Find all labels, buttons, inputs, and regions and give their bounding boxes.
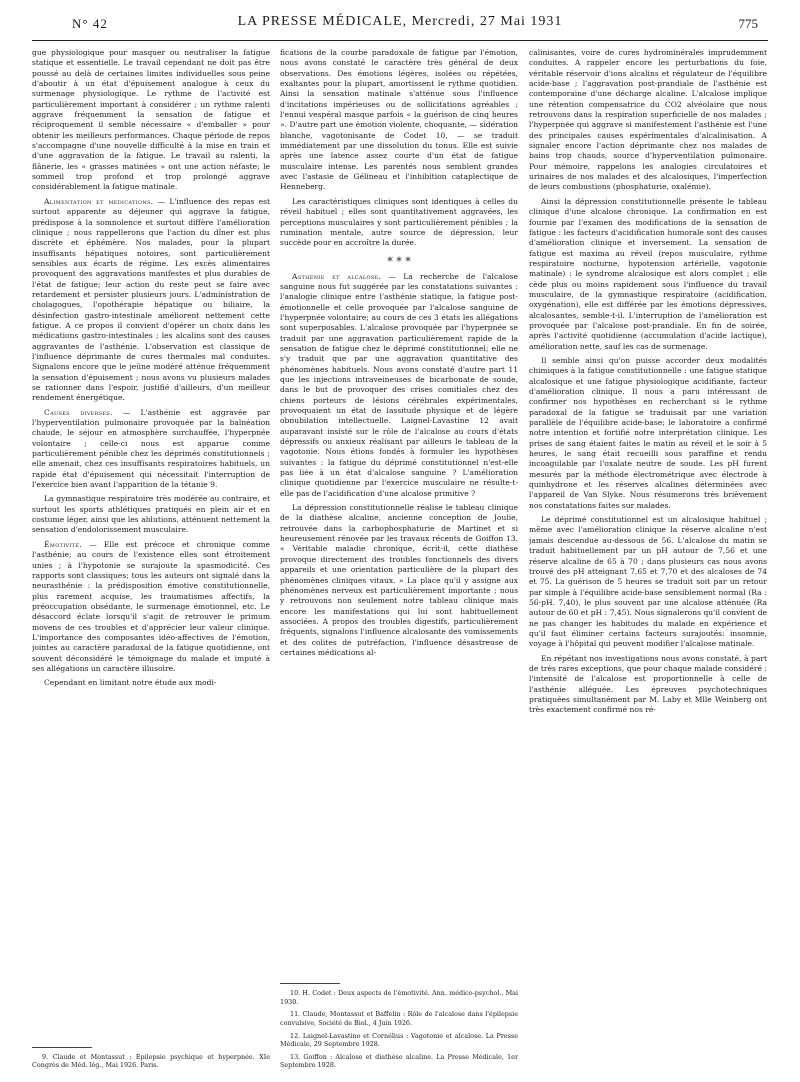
issue-number: N° 42 — [72, 16, 108, 31]
section-heading: Causes diverses. — [44, 407, 113, 417]
footnote-divider — [32, 1047, 92, 1048]
paragraph: Il semble ainsi qu'on puisse accorder deux modalités chimiques à la fatigue constitutionnelle : une fatigue statique alcalosique et une fatigue physiologique acidifiante, facteur d'amélioration clinique. Il nous a paru intéressant de confirmer nos hypothèses en recherchant si le rythme paradoxal de la fatigue se traduisait par une variation parallèle de l'équilibre acide-base; le laboratoire a confirmé notre intention et fortifié notre interprétation clinique. Les prises de sang étaient faites le matin au réveil et le soir à 5 heures, le sang était recueilli sous paraffine et rendu incoagulable par l'oxalate neutre de soude. Les pH furent mesurés par la méthode électrométrique avec électrode à quinhydrone et les réserves alcalines déterminées avec l'appareil de Van Slyke. Nous résumerons très brièvement nos constatations faites sur malades. — [529, 355, 767, 510]
paragraph: Cependant en limitant notre étude aux modi- — [44, 678, 217, 688]
paragraph — [280, 272, 518, 500]
footnotes — [280, 975, 518, 1074]
footnotes — [32, 1039, 270, 1074]
paragraph-text: — La recherche de l'alcalose sanguine nous fut suggérée par les constatations suivantes : l'analogie clinique entre l'asthénie statique, la fatigue post-émotionnelle et celle provoquée par l'alcalose sanguine de l'hyperpnée volontaire; au cours de ces 3 états les allégations sont superposables. L'alcalose provoquée par l'hyperpnée se traduit par une aggravation particulièrement rapide de la sensation de fatigue chez le déprimé constitutionnel; elle ne s'y traduit que par une aggravation quantitative des phénomènes habituels. Nous avons constaté d'autre part 11 que les injections intraveineuses de bicarbonate de soude, dans le but de provoquer des crises comitiales chez des chiens porteurs de lésions cérébrales expérimentales, provoquaient un état de lassitude physique et de légère obnubilation intellectuelle. Laignel-Lavastine 12 avait auparavant insisté sur le rôle de l'alcalose au cours d'états dépressifs ou anxieux réalisant par ailleurs le tableau de la vagotonie. Nous étions fondés à formuler les hypothèses suivantes : la fatigue du déprimé constitutionnel n'est-elle pas liée à un état d'alcalose sanguine ? L'amélioration clinique quotidienne par l'exercice musculaire ne résulte-t-elle pas de l'acidification d'une alcalose primitive ? — [280, 271, 518, 498]
column-left — [32, 48, 270, 1078]
paragraph — [32, 540, 270, 674]
paragraph: gue physiologique pour masquer ou neutraliser la fatigue statique et essentielle. Le travail cependant ne doit pas être poussé au delà de certaines limites individuelles sous peine d'aboutir à un état d'épuisement analogue à ceux du surmenage physiologique. Le rythme de l'activité est particulièrement important à considérer ; un rythme ralenti aggrave fréquemment la sensation de fatigue et réciproquement il semble nécessaire « d'emballer » pour obtenir les meilleurs performances. Chaque période de repos s'accompagne d'une nouvelle difficulté à la mise en train et d'une aggravation de la fatigue. Le travail au ralenti, la flânerie, les « grasses matinées » ont une action néfaste; le sommeil trop profond et trop prolongé aggrave considérablement la fatigue matinale. — [32, 48, 270, 192]
paragraph-text: — Elle est précoce et chronique comme l'asthénie; au cours de l'existence elles sont étroitement unies ; à l'hypotonie se surajoute la spasmodicité. Ces rapports sont classiques; tous les auteurs ont signalé dans la neurasthénie : la prédisposition émotive constitutionnelle, plus rarement acquise, les traumatismes affectifs, la préoccupation obsédante, le surmenage émotionnel, etc. Le désaccord éclate lorsqu'il s'agit de retrouver le primum movens de ces troubles et d'apprécier leur valeur clinique. L'importance des composantes idéo-affectives de l'émotion, jointes au caractère paradoxal de la fatigue quotidienne, ont souvent déconsidéré le témoignage du malade et imputé à ses allégations un caractère illusoire. — [32, 539, 270, 673]
footnote: 11. Claude, Montassut et Baffelin : Rôle de l'alcalose dans l'épilepsie convulsive, Société de Biol., 4 Juin 1926. — [280, 1010, 518, 1028]
paragraph: Le déprimé constitutionnel est un alcalosique habituel ; même avec l'amélioration clinique la réserve alcaline n'est jamais descendue au-dessous de 56. L'alcalose du matin se traduit habituellement par un pH autour de 7,56 et une réserve alcaline de 65 à 70 ; dans plusieurs cas nous avons trouvé des pH atteignant 7,65 et 7,70 et des alcaloses de 74 et 75. La guérison de 5 heures se traduit soit par un retour par simple à l'équilibre acide-base sensiblement normal (Ra : 56-pH. 7,40), le plus souvent par une alcalose atténuée (Ra autour de 60 et pH : 7,45). Nous signalerons qu'il convient de ne pas changer les habitudes du malade en expérience et qu'il faut éliminer certains facteurs surajoutés: insomnie, voyage à l'hôpital qui peuvent modifier l'alcalose matinale. — [529, 515, 767, 649]
journal-title: LA PRESSE MÉDICALE, Mercredi, 27 Mai 1931 — [237, 14, 563, 29]
paragraph-text: — L'asthénie est aggravée par l'hyperventilation pulmonaire provoquée par la balnéation chaude, le séjour en atmosphère surchauffée, l'hyperpnée volontaire ; celle-ci nous est apparue comme particulièrement pénible chez les déprimés constitutionnels ; elle amenait, chez ces insuffisants respiratoires habituels, un rapide état d'épuisement qui nécessitait l'interruption de l'exercice bien avant l'apparition de la tétanie 9. — [32, 407, 270, 490]
section-separator: * * * — [387, 254, 411, 268]
article-body — [32, 48, 768, 1078]
paragraph — [32, 408, 270, 491]
folio-number: 775 — [738, 16, 758, 31]
page-header — [32, 14, 768, 41]
paragraph — [32, 197, 270, 404]
paragraph: calinisantes, voire de cures hydrominérales imprudemment conduites. A rappeler encore les perturbations du foie, véritable réservoir d'ions alcalins et régulateur de l'équilibre acide-base ; l'aggravation post-prandiale de l'asthénie est contemporaine d'une décharge alcaline. L'alcalose implique une rétention compensatrice du CO2 alvéolaire que nous retrouvons dans la respiration superficielle de nos malades ; l'hyperpnée qui aggrave si manifestement l'asthénie est l'une des principales causes expérimentales d'alcalinisation. A signaler encore l'action déprimante chez nos malades de bains trop chauds, source d'hyperventilation pulmonaire. Pour mémoire, rappelons les analogies circulatoires et urinaires de nos malades et des alcalosiques, l'imperfection de leurs combustions (phosphaturie, oxalémie). — [529, 48, 767, 192]
column-middle — [280, 48, 518, 1078]
footnote: 9. Claude et Montassut : Epilepsie psychique et hyperpnée. XIe Congrès de Méd. lég., Mai 1926. Paris. — [32, 1052, 270, 1070]
paragraph: La gymnastique respiratoire très modérée au contraire, et surtout les sports athlétiques pratiqués en plein air et en costume léger, ainsi que les ablutions, atténuent nettement la sensation d'endolorissement musculaire. — [32, 494, 270, 535]
paragraph: Les caractéristiques cliniques sont identiques à celles du réveil habituel ; elles sont quantitativement aggravées, les perceptions musculaires y sont particulièrement pénibles ; la rumination mentale, autre source de dépression, leur succède pour en accroître la durée. — [280, 196, 518, 248]
section-heading: Alimentation et médications. — [44, 196, 154, 206]
paragraph: fications de la courbe paradoxale de fatigue par l'émotion, nous avons constaté le caractère très général de deux observations. Des émotions légères, isolées ou répétées, exaltantes pour la plupart, amortissent le rythme quotidien. Ainsi la sensation matinale s'atténue sous l'influence d'incitations impérieuses ou de sollicitations agréables ; l'ennui vespéral masque parfois « la guérison de cinq heures ». D'autre part une émotion violente, choquante, — sidération blanche, vagotonisante de Codet 10, — se traduit immédiatement par une dissolution du tonus. Elle est suivie après une latence assez courte d'un état de fatigue musculaire intense. Les parentés nous semblent grandes avec l'astasie de Gélineau et l'inhibition cataplectique de Henneberg. — [280, 48, 518, 192]
footnote: 12. Laignel-Lavastine et Cornélius : Vagotonie et alcalose. La Presse Médicale, 29 Septembre 1928. — [280, 1031, 518, 1049]
paragraph: Ainsi la dépression constitutionnelle présente le tableau clinique d'une alcalose chronique. La confirmation en est fournie par l'examen des modifications de la sensation de fatigue : les facteurs d'acidification humorale sont des causes d'amélioration clinique et inversement. La sensation de fatigue est maxima au réveil (repos musculaire, rythme respiratoire nocturne, hypotension artérielle, vagotonie matinale) : le syndrome alcalosique est alors complet ; elle cède plus ou moins rapidement sous l'influence du travail musculaire, de la gymnastique respiratoire (acidification, oxygénation), elle est différée par les émotions dépressives, alcalosantes, semble-t-il. L'interruption de l'amélioration est provoquée par l'alcalose post-prandiale. En fin de soirée, après l'activité quotidienne (accumulation d'acide lactique), amélioration nette, sauf les cas de surmenage. — [529, 196, 767, 351]
paragraph-text: — L'influence des repas est surtout apparente au déjeuner qui aggrave la fatigue, prédispose à la somnolence et surtout diffère l'amélioration clinique ; nous rappellerons que l'action du dîner est plus discrète et éphémère. Nos malades, pour la plupart insuffisants hépatiques notoires, sont particulièrement sensibles aux écarts de régime. Les excès alimentaires provoquent des aggravations manifestes et plus durables de l'état de fatigue; leur action du reste peut se faire avec retardement et persister plusieurs jours. L'administration de cholagogues, l'opothérapie hépatique ou biliaire, la désinfection gastro-intestinale améliorent nettement cette fatigue. A ce propos il convient d'opérer un choix dans les médications gastro-intestinales ; les alcalins sont des causes aggravantes de l'asthénie. L'observation est classique de l'influence déprimante de cures thermales mal conduites. Signalons encore que le jeûne modéré atténue fréquemment la sensation d'épuisement ; nous avons vu plusieurs malades se rationner dans l'espoir, justifié d'ailleurs, d'un meilleur rendement énergétique. — [32, 196, 270, 403]
section-heading: Émotivité. — [44, 539, 83, 549]
footnote: 10. H. Codet : Deux aspects de l'émotivité. Ann. médico-psychol., Mai 1930. — [280, 989, 518, 1006]
footnote: 13. Goiffon : Alcalose et diathèse alcaline. La Presse Médicale, 1er Septembre 1928. — [280, 1052, 518, 1070]
paragraph: En répétant nos investigations nous avons constaté, à part de très rares exceptions, que pour chaque malade considéré : l'intensité de l'alcalose est proportionnelle à celle de l'asthénie alléguée. Les épreuves psychotechniques pratiquées simultanément par M. Laby et Mlle Weinberg ont très exactement confirmé nos ré- — [529, 653, 767, 715]
section-heading: Asthénie et alcalose. — [292, 271, 382, 281]
paragraph: La dépression constitutionnelle réalise le tableau clinique de la diathèse alcaline, ancienne conception de Joulie, retrouvée dans la carbophosphaturie de Martinet et si heureusement rénovée par les travaux récents de Goiffon 13. « Véritable maladie chronique, écrit-il, cette diathèse provoque directement des troubles fonctionnels des divers appareils et une orientation particulière de la plupart des phénomènes cliniques vitaux. » La place qu'il y assigne aux phénomènes nerveux est particulièrement importante ; nous y retrouvons non seulement notre tableau clinique mais encore les manifestations qui lui sont habituellement associées. A propos des troubles digestifs, particulièrement fréquents, signalons l'influence alcalosante des vomissements et des colites de putréfaction, l'influence désastreuse de certaines médications al- — [280, 503, 518, 657]
footnote-divider — [280, 983, 340, 984]
column-right — [529, 48, 767, 1078]
